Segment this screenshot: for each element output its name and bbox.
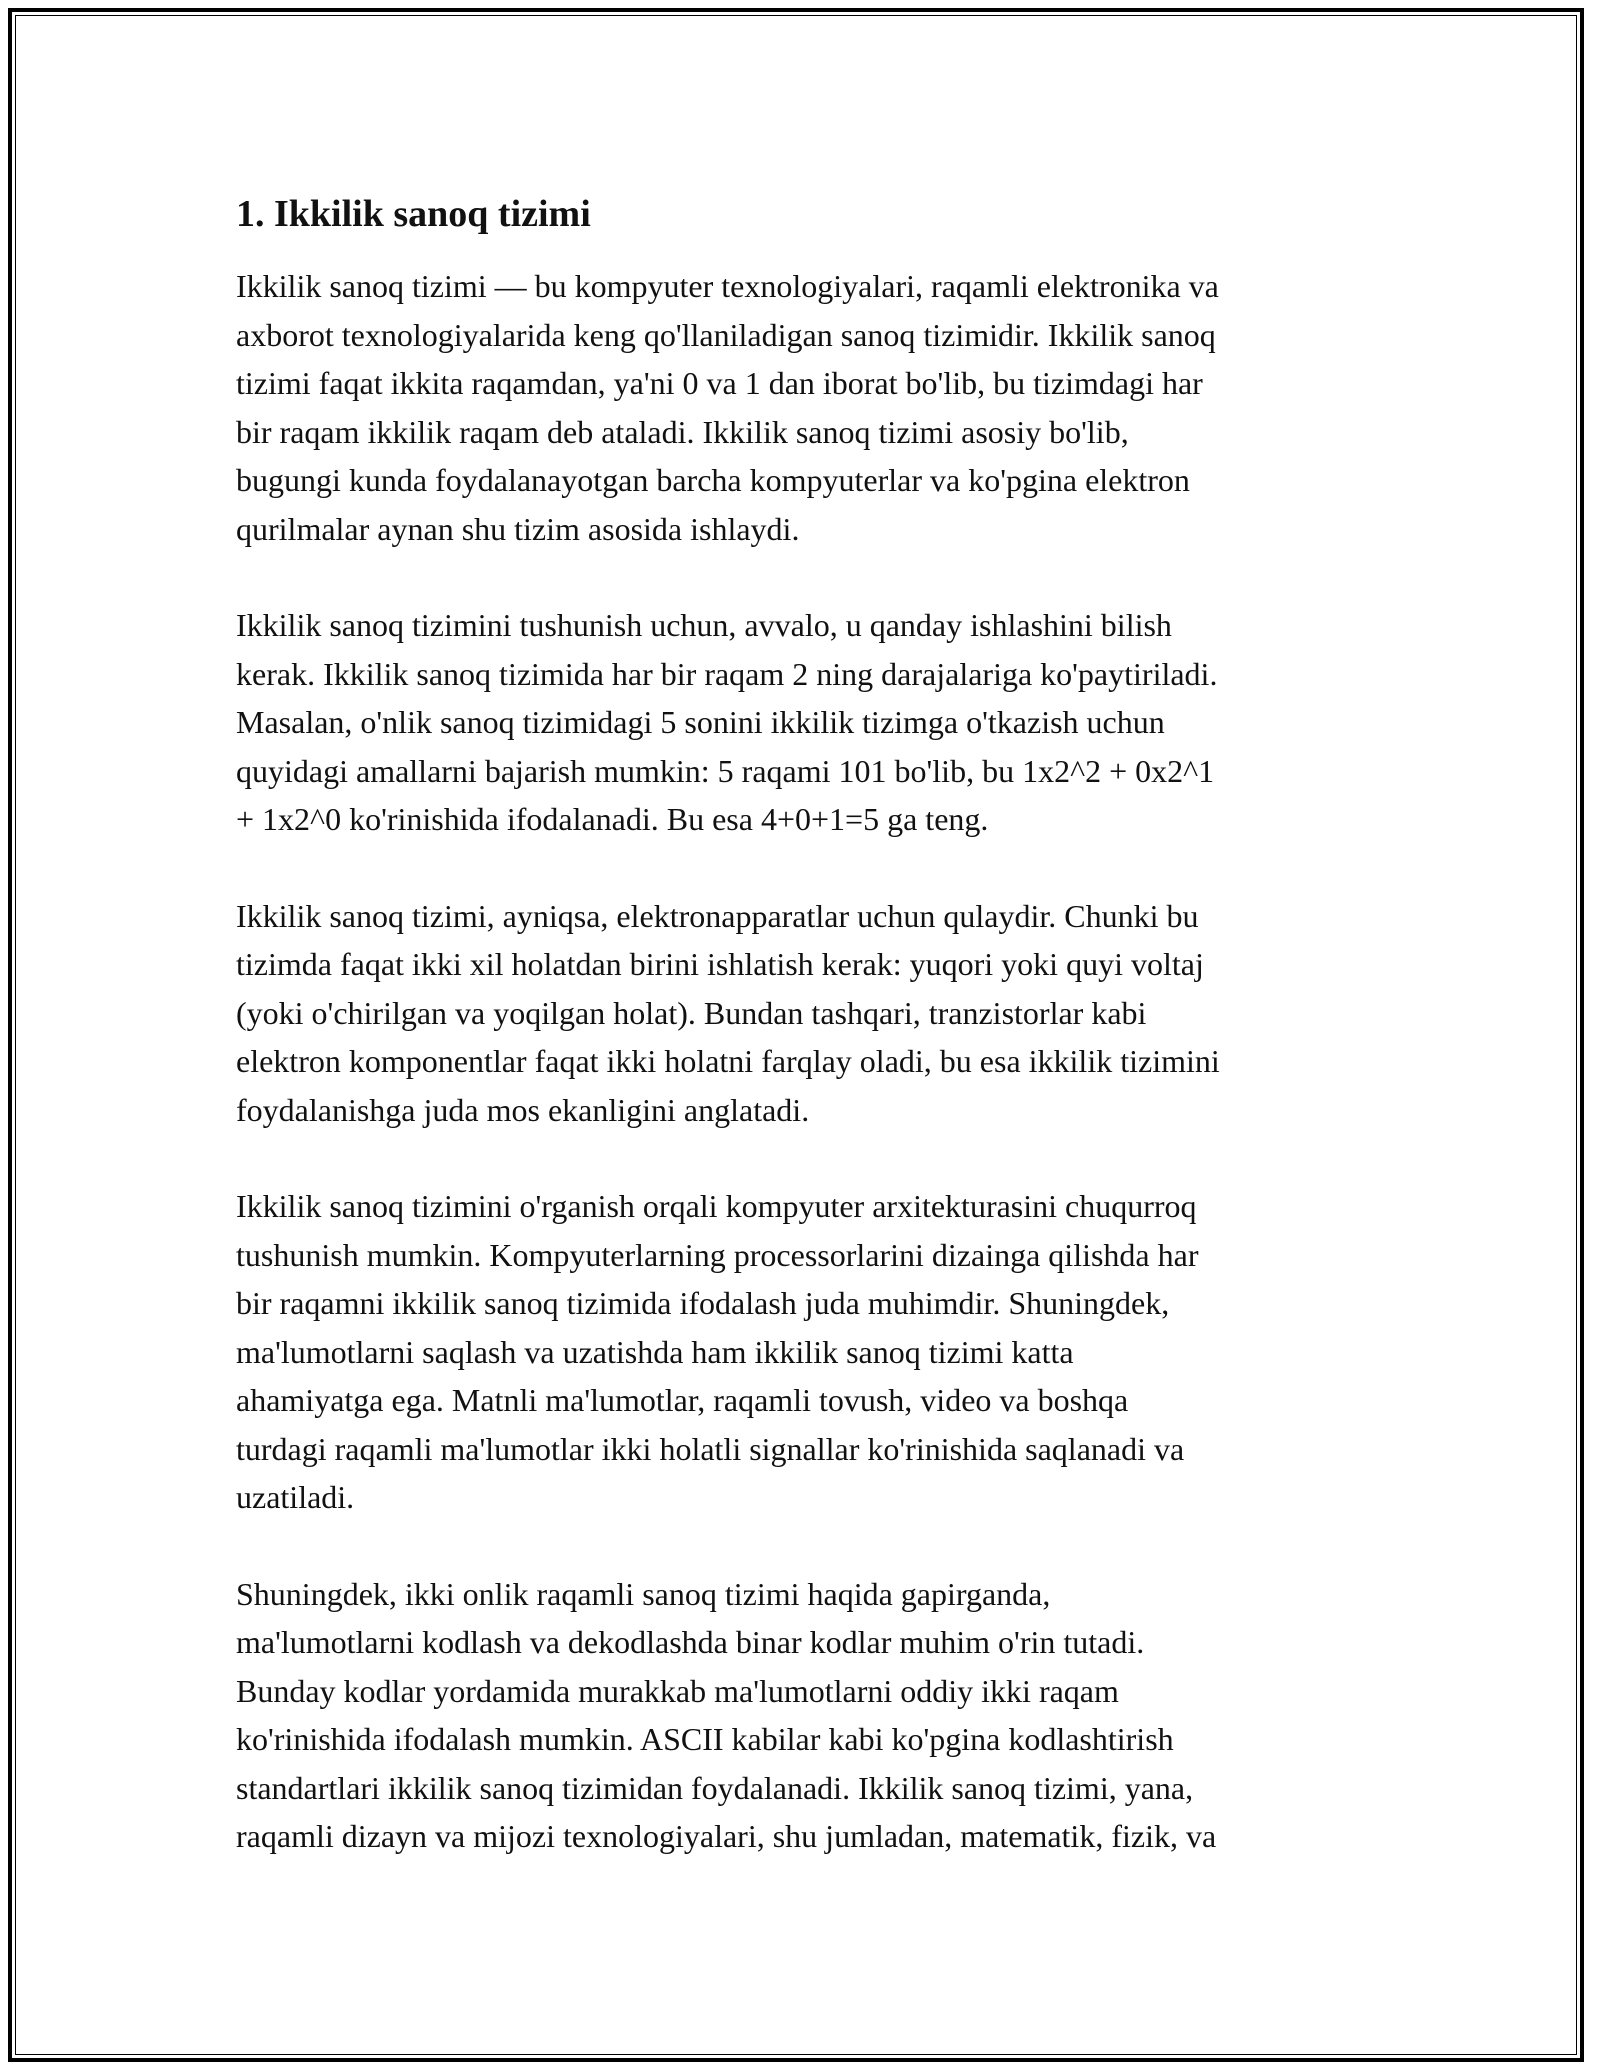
text-line: raqamli dizayn va mijozi texnologiyalari, shu jumladan, matematik, fizik, va [236, 1818, 1217, 1854]
text-line: ahamiyatga ega. Matnli ma'lumotlar, raqamli tovush, video va boshqa [236, 1382, 1129, 1418]
text-line: quyidagi amallarni bajarish mumkin: 5 raqami 101 bo'lib, bu 1x2^2 + 0x2^1 [236, 752, 1215, 789]
paragraph-4 [236, 1182, 1376, 1522]
document-body [236, 188, 1376, 1909]
text-line: bir raqam ikkilik raqam deb ataladi. Ikkilik sanoq tizimi asosiy bo'lib, [236, 413, 1129, 450]
paragraph-2 [236, 601, 1376, 844]
text-line: Ikkilik sanoq tizimi — bu kompyuter texnologiyalari, raqamli elektronika va [236, 268, 1219, 304]
text-line: ma'lumotlarni saqlash va uzatishda ham ikkilik sanoq tizimi katta [236, 1333, 1074, 1370]
text-line: ma'lumotlarni kodlash va dekodlashda binar kodlar muhim o'rin tutadi. [236, 1624, 1145, 1660]
paragraph-5 [236, 1570, 1376, 1861]
text-line: + 1x2^0 ko'rinishida ifodalanadi. Bu esa 4+0+1=5 ga teng. [236, 801, 989, 837]
text-line: Ikkilik sanoq tizimi, ayniqsa, elektronapparatlar uchun qulaydir. Chunki bu [236, 897, 1199, 934]
text-line: (yoki o'chirilgan va yoqilgan holat). Bundan tashqari, tranzistorlar kabi [236, 994, 1147, 1031]
text-line: Bunday kodlar yordamida murakkab ma'lumotlarni oddiy ikki raqam [236, 1672, 1119, 1709]
text-line: bir raqamni ikkilik sanoq tizimida ifodalash juda muhimdir. Shuningdek, [236, 1285, 1170, 1321]
text-line: tizimi faqat ikkita raqamdan, ya'ni 0 va 1 dan iborat bo'lib, bu tizimdagi har [236, 365, 1203, 401]
text-line: turdagi raqamli ma'lumotlar ikki holatli signallar ko'rinishida saqlanadi va [236, 1430, 1185, 1467]
paragraph-3 [236, 892, 1376, 1135]
text-line: tushunish mumkin. Kompyuterlarning processorlarini dizainga qilishda har [236, 1236, 1199, 1273]
text-line: Ikkilik sanoq tizimini o'rganish orqali kompyuter arxitekturasini chuqurroq [236, 1188, 1197, 1224]
text-line: tizimda faqat ikki xil holatdan birini ishlatish kerak: yuqori yoki quyi voltaj [236, 946, 1204, 982]
text-line: Shuningdek, ikki onlik raqamli sanoq tizimi haqida gapirganda, [236, 1575, 1051, 1612]
text-line: elektron komponentlar faqat ikki holatni farqlay oladi, bu esa ikkilik tizimini [236, 1043, 1220, 1079]
text-line: qurilmalar aynan shu tizim asosida ishlaydi. [236, 510, 800, 547]
text-line: standartlari ikkilik sanoq tizimidan foydalanadi. Ikkilik sanoq tizimi, yana, [236, 1769, 1194, 1806]
text-line: foydalanishga juda mos ekanligini anglatadi. [236, 1091, 810, 1128]
text-line: axborot texnologiyalarida keng qo'llaniladigan sanoq tizimidir. Ikkilik sanoq [236, 316, 1216, 353]
text-line: Ikkilik sanoq tizimini tushunish uchun, avvalo, u qanday ishlashini bilish [236, 607, 1172, 643]
text-line: Masalan, o'nlik sanoq tizimidagi 5 sonini ikkilik tizimga o'tkazish uchun [236, 704, 1165, 740]
section-heading: 1. Ikkilik sanoq tizimi [236, 193, 591, 235]
text-line: kerak. Ikkilik sanoq tizimida har bir raqam 2 ning darajalariga ko'paytiriladi. [236, 655, 1218, 692]
text-line: bugungi kunda foydalanayotgan barcha kompyuterlar va ko'pgina elektron [236, 462, 1190, 498]
text-line: uzatiladi. [236, 1479, 355, 1515]
text-line: ko'rinishida ifodalash mumkin. ASCII kabilar kabi ko'pgina kodlashtirish [236, 1721, 1174, 1757]
paragraph-1 [236, 262, 1376, 553]
